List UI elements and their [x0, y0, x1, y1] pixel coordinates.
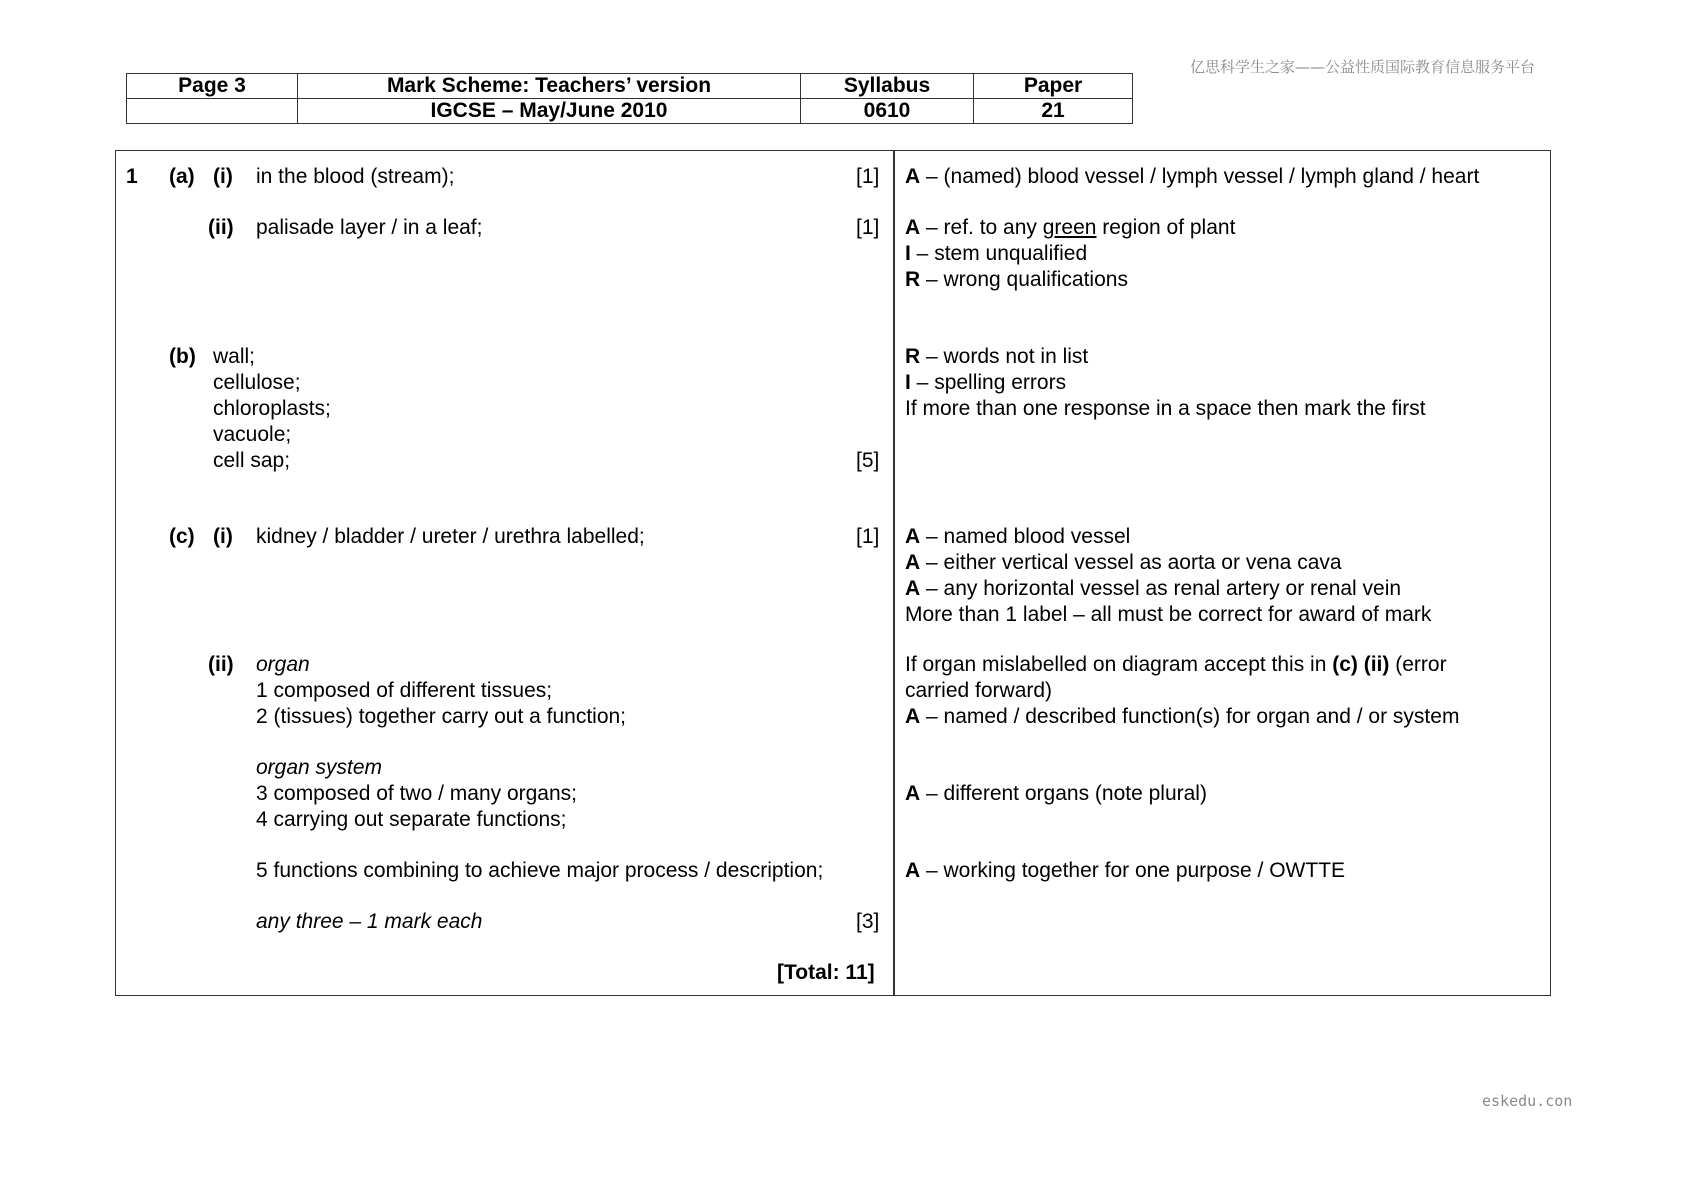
part-a-ii-marks: [1]	[856, 216, 880, 239]
guidance-c-ii-5	[905, 858, 1345, 884]
part-b-marks: [5]	[856, 449, 880, 472]
part-c-label: (c)	[169, 525, 195, 548]
guidance-c-i-2	[905, 550, 1342, 576]
guidance-key: A	[905, 525, 921, 548]
guidance-key: A	[905, 165, 921, 188]
organ-point-2: 2 (tissues) together carry out a function;	[256, 705, 627, 728]
guidance-c-ii-1	[905, 652, 1447, 678]
part-a-ii-label: (ii)	[208, 216, 234, 239]
guidance-text: If organ mislabelled on diagram accept this in	[905, 653, 1333, 676]
guidance-key: A	[905, 859, 921, 882]
part-c-i-answer: kidney / bladder / ureter / urethra labelled;	[256, 525, 645, 548]
column-divider	[893, 150, 895, 996]
part-c-i-label: (i)	[213, 525, 233, 548]
guidance-key: A	[905, 551, 921, 574]
guidance-c-ii-2: carried forward)	[905, 679, 1053, 702]
guidance-a-i	[905, 164, 1479, 190]
guidance-c-ii-3	[905, 704, 1459, 730]
part-c-i-marks: [1]	[856, 525, 880, 548]
guidance-underlined: green	[1042, 216, 1097, 239]
guidance-text: – different organs (note plural)	[920, 782, 1207, 805]
header-page: Page 3	[127, 74, 298, 99]
header-paper-label: Paper	[974, 74, 1133, 99]
part-b-answer-5: cell sap;	[213, 449, 291, 472]
part-a-label: (a)	[169, 165, 195, 188]
part-a-i-answer: in the blood (stream);	[256, 165, 455, 188]
guidance-a-ii-2	[905, 241, 1087, 267]
guidance-a-ii-1	[905, 215, 1235, 241]
guidance-text: – named blood vessel	[920, 525, 1131, 548]
watermark-top: 亿思科学生之家——公益性质国际教育信息服务平台	[1190, 58, 1536, 76]
guidance-text: – working together for one purpose / OWTTE	[920, 859, 1346, 882]
guidance-a-ii-3	[905, 267, 1128, 293]
guidance-text: – words not in list	[920, 345, 1089, 368]
guidance-key: A	[905, 216, 921, 239]
part-b-label: (b)	[169, 345, 196, 368]
part-b-answer-1: wall;	[213, 345, 256, 368]
organ-system-heading: organ system	[256, 756, 383, 779]
header-row-2	[127, 99, 1133, 124]
part-c-ii-marks: [3]	[856, 910, 880, 933]
header-paper-number: 21	[974, 99, 1133, 124]
point-5: 5 functions combining to achieve major process / description;	[256, 859, 824, 882]
guidance-text: More than 1 label – all must be correct for award of mark	[905, 603, 1432, 626]
guidance-c-ii-4	[905, 781, 1207, 807]
guidance-key: I	[905, 242, 911, 265]
part-a-i-label: (i)	[213, 165, 233, 188]
guidance-text-end: region of plant	[1096, 216, 1236, 239]
guidance-c-i-1	[905, 524, 1130, 550]
part-a-ii-answer: palisade layer / in a leaf;	[256, 216, 483, 239]
organ-system-point-3: 3 composed of two / many organs;	[256, 782, 577, 805]
organ-system-point-4: 4 carrying out separate functions;	[256, 808, 567, 831]
guidance-text: – named / described function(s) for organ and / or system	[920, 705, 1460, 728]
header-exam: IGCSE – May/June 2010	[298, 99, 801, 124]
guidance-key: R	[905, 345, 921, 368]
header-row-1	[127, 74, 1133, 99]
watermark-bottom: eskedu.con	[1482, 1092, 1573, 1110]
guidance-c-i-3	[905, 576, 1401, 602]
part-b-answer-4: vacuole;	[213, 423, 292, 446]
guidance-key: A	[905, 705, 921, 728]
guidance-bold-ref: (c) (ii)	[1332, 653, 1390, 676]
any-three-note: any three – 1 mark each	[256, 910, 483, 933]
guidance-text: If more than one response in a space then mark the first	[905, 397, 1426, 420]
guidance-text: – either vertical vessel as aorta or vena cava	[920, 551, 1342, 574]
guidance-text: – any horizontal vessel as renal artery or renal vein	[920, 577, 1402, 600]
guidance-c-i-4	[905, 602, 1431, 628]
guidance-b-3	[905, 396, 1426, 422]
header-syllabus-label: Syllabus	[801, 74, 974, 99]
guidance-text: – wrong qualifications	[920, 268, 1128, 291]
total-marks: [Total: 11]	[777, 961, 875, 984]
part-c-ii-label: (ii)	[208, 653, 234, 676]
guidance-text: – stem unqualified	[910, 242, 1088, 265]
part-b-answer-2: cellulose;	[213, 371, 301, 394]
guidance-text: – spelling errors	[910, 371, 1067, 394]
guidance-text-end: (error	[1389, 653, 1447, 676]
question-number: 1	[126, 165, 138, 188]
part-a-i-marks: [1]	[856, 165, 880, 188]
guidance-key: R	[905, 268, 921, 291]
header-syllabus-code: 0610	[801, 99, 974, 124]
organ-heading: organ	[256, 653, 310, 676]
guidance-text: – (named) blood vessel / lymph vessel / lymph gland / heart	[920, 165, 1480, 188]
guidance-key: A	[905, 782, 921, 805]
guidance-key: I	[905, 371, 911, 394]
organ-point-1: 1 composed of different tissues;	[256, 679, 553, 702]
guidance-b-2	[905, 370, 1066, 396]
part-b-answer-3: chloroplasts;	[213, 397, 331, 420]
header-title: Mark Scheme: Teachers’ version	[298, 74, 801, 99]
header-table	[126, 73, 1133, 124]
header-page-empty	[127, 99, 298, 124]
guidance-b-1	[905, 344, 1088, 370]
guidance-text: – ref. to any	[920, 216, 1043, 239]
guidance-key: A	[905, 577, 921, 600]
